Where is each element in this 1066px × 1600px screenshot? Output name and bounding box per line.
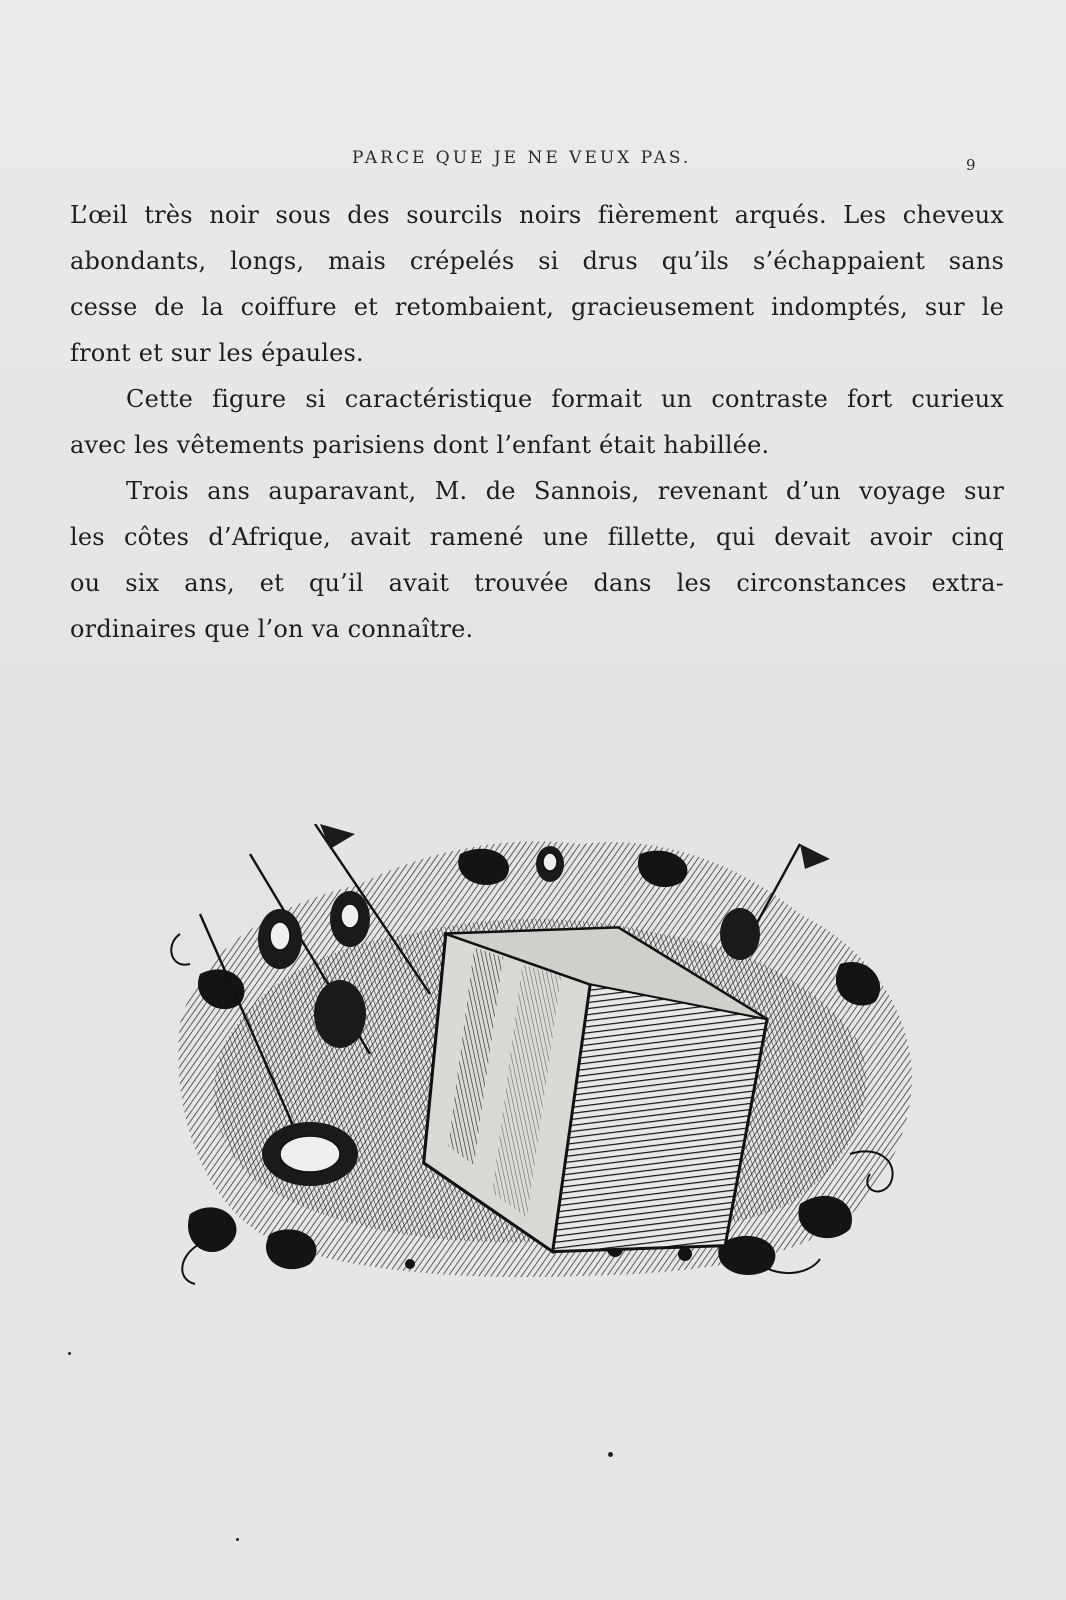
paper-speck xyxy=(68,1352,71,1355)
paper-speck xyxy=(608,1452,613,1457)
text-line: L’œil très noir sous des sourcils noirs fièrement arqués. Les cheveux xyxy=(70,201,1004,229)
engraving-book-histoire-de-france-icon xyxy=(160,824,930,1304)
text-line: les côtes d’Afrique, avait ramené une fillette, qui devait avoir cinq xyxy=(70,523,1004,551)
text-line: abondants, longs, mais crépelés si drus qu’ils s’échappaient sans xyxy=(70,247,1004,275)
text-line: ordinaires que l’on va connaître. xyxy=(70,615,474,643)
text-line: ou six ans, et qu’il avait trouvée dans les circonstances extra- xyxy=(70,569,1004,597)
text-line: cesse de la coiffure et retombaient, gracieusement indomptés, sur le xyxy=(70,293,1004,321)
text-line: Trois ans auparavant, M. de Sannois, revenant d’un voyage sur xyxy=(126,477,1004,505)
engraving-illustration xyxy=(160,824,930,1304)
text-line: avec les vêtements parisiens dont l’enfant était habillée. xyxy=(70,431,770,459)
body-text xyxy=(70,192,1004,652)
text-line: front et sur les épaules. xyxy=(70,339,364,367)
page-number: 9 xyxy=(966,156,976,174)
running-title: PARCE QUE JE NE VEUX PAS. xyxy=(352,148,692,168)
paper-speck xyxy=(236,1538,239,1541)
text-line: Cette figure si caractéristique formait un contraste fort curieux xyxy=(126,385,1004,413)
running-head xyxy=(0,148,1066,172)
